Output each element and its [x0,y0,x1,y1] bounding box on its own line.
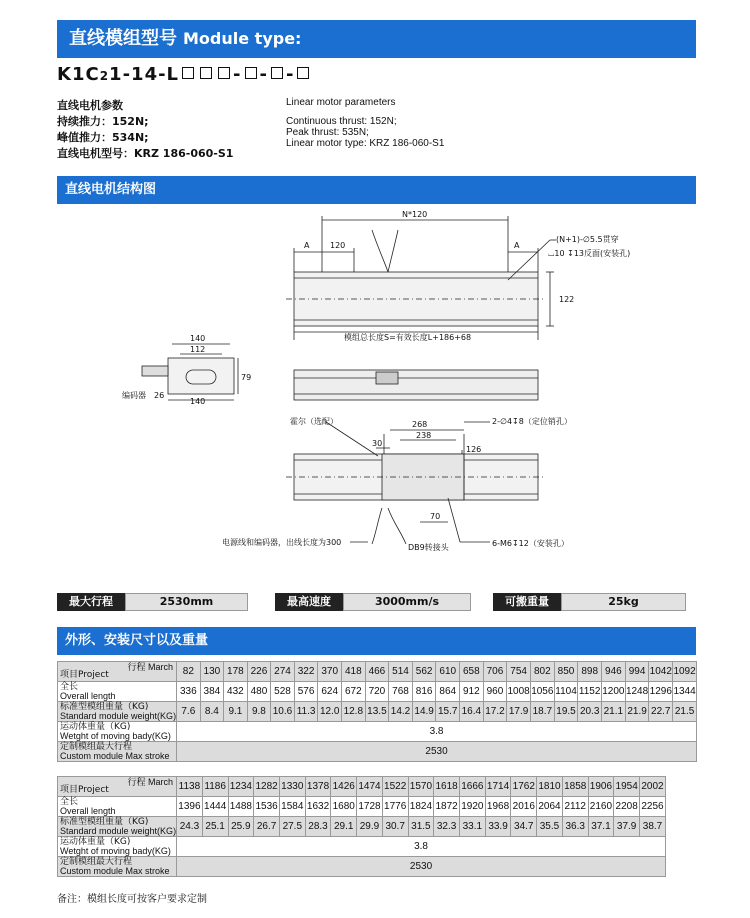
row-label-en: Custom module Max stroke [60,865,170,876]
lengths-cell: 1536 [254,797,280,817]
params-cont-cn: 持续推力：152N; [57,115,149,128]
stroke-cell: 178 [224,662,248,682]
stroke-cell: 946 [602,662,626,682]
lengths-cell: 1824 [408,797,434,817]
weights-cell: 34.7 [511,817,537,837]
moving-row [58,722,697,742]
lengths-cell: 672 [342,682,366,702]
row-label [58,682,177,702]
weights-cell: 7.6 [177,702,201,722]
length-note: 模组总长度S=有效长度L+186+68 [344,333,472,342]
lengths-row [58,797,666,817]
spec-label: 可搬重量 [493,593,561,611]
stroke-cell: 1138 [177,777,203,797]
stroke-cell: 1762 [511,777,537,797]
row-label-en: Standard module weight(KG) [60,825,177,836]
weights-cell: 8.4 [200,702,224,722]
weights-row [58,702,697,722]
weights-cell: 12.0 [318,702,342,722]
dimensions-table-2 [57,776,666,877]
weights-cell: 15.7 [436,702,460,722]
weights-cell: 33.9 [485,817,511,837]
placeholder-box [200,67,212,79]
weights-cell: 37.1 [588,817,614,837]
model-sub: 2 [99,69,110,83]
stroke-cell: 706 [483,662,507,682]
footnote: 备注：模组长度可按客户要求定制 [57,894,207,905]
weights-cell: 24.3 [177,817,203,837]
stroke-cell: 226 [247,662,271,682]
lengths-cell: 768 [389,682,413,702]
header-title-cn: 直线模组型号 [69,28,177,49]
stroke-cell: 82 [177,662,201,682]
stroke-cell: 1858 [562,777,588,797]
lengths-cell: 1728 [357,797,383,817]
weights-cell: 12.8 [342,702,366,722]
lengths-cell: 1488 [228,797,254,817]
dimensions-header [57,627,696,655]
weights-cell: 30.7 [382,817,408,837]
model-prefix: K1C [57,64,100,85]
lengths-cell: 480 [247,682,271,702]
params-type-en: Linear motor type: KRZ 186-060-S1 [286,138,445,149]
lengths-cell: 1344 [673,682,697,702]
weights-cell: 27.5 [279,817,305,837]
row-label-cn: 运动体重量（KG) [60,721,131,732]
row-label [58,837,177,857]
project-header: 项目Project [60,785,109,795]
lengths-cell: 1968 [485,797,511,817]
stroke-cell: 610 [436,662,460,682]
spec-value: 2530mm [125,593,248,611]
weights-cell: 9.1 [224,702,248,722]
weights-cell: 21.1 [602,702,626,722]
row-label-en: Overall length [60,805,116,816]
dim-112: 112 [190,345,206,354]
lengths-cell: 816 [412,682,436,702]
header-cell [58,777,177,797]
weights-cell: 37.9 [614,817,640,837]
weights-cell: 20.3 [578,702,602,722]
lengths-cell: 1632 [305,797,331,817]
stroke-cell: 1618 [434,777,460,797]
stroke-cell: 1330 [279,777,305,797]
weights-cell: 21.5 [673,702,697,722]
header-cell [58,662,177,682]
spec-max-speed [275,593,471,611]
lengths-cell: 2112 [562,797,588,817]
row-label-cn: 标准型模组重量（KG) [60,701,149,712]
dim-a-left: A [304,241,310,250]
weights-cell: 13.5 [365,702,389,722]
lengths-cell: 2208 [614,797,640,817]
max-row [58,857,666,877]
lengths-cell: 336 [177,682,201,702]
model-dash: - [233,64,242,85]
row-label-en: Custom module Max stroke [60,750,170,761]
lengths-cell: 1444 [202,797,228,817]
row-label [58,817,177,837]
lengths-cell: 2160 [588,797,614,817]
model-dash: - [286,64,295,85]
weights-cell: 14.2 [389,702,413,722]
stroke-cell: 1714 [485,777,511,797]
motor-params-en [286,97,444,149]
stroke-cell: 1522 [382,777,408,797]
lengths-cell: 2016 [511,797,537,817]
dim-238: 238 [416,431,432,440]
row-label-cn: 定制模组最大行程 [60,856,133,867]
stroke-cell: 1954 [614,777,640,797]
row-label [58,722,177,742]
row-label [58,857,177,877]
row-label-cn: 运动体重量（KG) [60,836,131,847]
lengths-cell: 1296 [649,682,673,702]
stroke-cell: 658 [460,662,484,682]
lengths-cell: 720 [365,682,389,702]
dim-30: 30 [372,439,383,448]
placeholder-box [182,67,194,79]
placeholder-box [271,67,283,79]
motor-params-cn [57,98,233,162]
weights-cell: 18.7 [530,702,554,722]
stroke-cell: 418 [342,662,366,682]
weights-cell: 31.5 [408,817,434,837]
dim-122: 122 [559,295,575,304]
pins-note: 2-∅4↧8（定位销孔） [492,417,572,426]
stroke-cell: 1474 [357,777,383,797]
dim-140-bottom: 140 [190,397,206,406]
model-suffix: 1-14-L [109,64,180,85]
lengths-row [58,682,697,702]
moving-row [58,837,666,857]
stroke-cell: 274 [271,662,295,682]
lengths-cell: 1056 [530,682,554,702]
max-value: 2530 [177,742,697,762]
motor-structure-drawing [110,208,631,568]
weights-cell: 38.7 [640,817,666,837]
weights-cell: 29.1 [331,817,357,837]
dim-140-top: 140 [190,334,206,343]
stroke-cell: 802 [530,662,554,682]
stroke-cell: 850 [554,662,578,682]
weights-cell: 28.3 [305,817,331,837]
lengths-cell: 1872 [434,797,460,817]
holes-note-2: ⌴10 ↧13反面(安装孔) [548,249,631,258]
dimensions-table-1 [57,661,697,762]
stroke-cell: 898 [578,662,602,682]
params-peak-cn: 峰值推力：534N; [57,131,149,144]
lengths-cell: 576 [294,682,318,702]
lengths-cell: 1396 [177,797,203,817]
stroke-cell: 754 [507,662,531,682]
stroke-cell: 370 [318,662,342,682]
stroke-row [58,777,666,797]
cable-note: 电源线和编码器，出线长度为300 [222,538,342,547]
lengths-cell: 1776 [382,797,408,817]
project-header: 项目Project [60,670,109,680]
lengths-cell: 1680 [331,797,357,817]
lengths-cell: 528 [271,682,295,702]
stroke-cell: 1092 [673,662,697,682]
row-label [58,702,177,722]
stroke-cell: 1186 [202,777,228,797]
stroke-cell: 1426 [331,777,357,797]
m6-note: 6-M6↧12（安装孔） [492,539,569,548]
stroke-cell: 1042 [649,662,673,682]
stroke-cell: 1666 [459,777,485,797]
lengths-cell: 1152 [578,682,602,702]
weights-row [58,817,666,837]
lengths-cell: 2064 [537,797,563,817]
weights-cell: 32.3 [434,817,460,837]
params-type-cn: 直线电机型号：KRZ 186-060-S1 [57,147,234,160]
weights-cell: 19.5 [554,702,578,722]
stroke-cell: 994 [625,662,649,682]
moving-value: 3.8 [177,837,666,857]
row-label [58,742,177,762]
weights-cell: 9.8 [247,702,271,722]
lengths-cell: 1200 [602,682,626,702]
params-peak-en: Peak thrust: 535N; [286,127,369,138]
lengths-cell: 1248 [625,682,649,702]
weights-cell: 17.2 [483,702,507,722]
params-title-en: Linear motor parameters [286,97,396,108]
stroke-row [58,662,697,682]
weights-cell: 25.1 [202,817,228,837]
weights-cell: 33.1 [459,817,485,837]
placeholder-box [218,67,230,79]
weights-cell: 17.9 [507,702,531,722]
db9-label: DB9转接头 [408,543,449,552]
spec-label: 最高速度 [275,593,343,611]
lengths-cell: 912 [460,682,484,702]
row-label-cn: 全长 [60,796,79,807]
weights-cell: 21.9 [625,702,649,722]
row-label-en: Overall length [60,690,116,701]
params-title-cn: 直线电机参数 [57,99,123,112]
structure-header [57,176,696,204]
stroke-cell: 2002 [640,777,666,797]
row-label-en: Wetght of moving bady(KG) [60,845,171,856]
max-value: 2530 [177,857,666,877]
lengths-cell: 2256 [640,797,666,817]
stroke-cell: 1906 [588,777,614,797]
stroke-header: 行程 March [127,777,174,787]
weights-cell: 11.3 [294,702,318,722]
module-type-header [57,20,696,58]
dim-126: 126 [466,445,482,454]
dim-70: 70 [430,512,441,521]
stroke-cell: 1234 [228,777,254,797]
lengths-cell: 1104 [554,682,578,702]
weights-cell: 10.6 [271,702,295,722]
stroke-cell: 322 [294,662,318,682]
spec-value: 3000mm/s [343,593,471,611]
weights-cell: 36.3 [562,817,588,837]
lengths-cell: 864 [436,682,460,702]
weights-cell: 22.7 [649,702,673,722]
stroke-cell: 1810 [537,777,563,797]
stroke-cell: 514 [389,662,413,682]
row-label-en: Wetght of moving bady(KG) [60,730,171,741]
row-label-cn: 全长 [60,681,79,692]
moving-value: 3.8 [177,722,697,742]
params-cont-en: Continuous thrust: 152N; [286,116,397,127]
dim-n120: N*120 [402,210,428,219]
stroke-cell: 1282 [254,777,280,797]
stroke-header: 行程 March [127,662,174,672]
lengths-cell: 1008 [507,682,531,702]
lengths-cell: 1920 [459,797,485,817]
weights-cell: 16.4 [460,702,484,722]
lengths-cell: 432 [224,682,248,702]
weights-cell: 25.9 [228,817,254,837]
header-title-en: Module type: [183,29,302,48]
lengths-cell: 384 [200,682,224,702]
spec-payload [493,593,686,611]
holes-note: (N+1)-∅5.5贯穿 [556,235,619,244]
stroke-cell: 562 [412,662,436,682]
weights-cell: 35.5 [537,817,563,837]
lengths-cell: 1584 [279,797,305,817]
model-code [57,64,312,85]
stroke-cell: 130 [200,662,224,682]
hall-label: 霍尔（选配） [290,417,338,426]
stroke-cell: 1378 [305,777,331,797]
stroke-cell: 1570 [408,777,434,797]
placeholder-box [245,67,257,79]
max-row [58,742,697,762]
dimensions-title: 外形、安装尺寸以及重量 [65,633,209,648]
dim-120: 120 [330,241,346,250]
spec-value: 25kg [561,593,686,611]
lengths-cell: 960 [483,682,507,702]
weights-cell: 26.7 [254,817,280,837]
dim-79: 79 [241,373,252,382]
model-dash: - [259,64,268,85]
weights-cell: 29.9 [357,817,383,837]
lengths-cell: 624 [318,682,342,702]
dim-a-right: A [514,241,520,250]
row-label [58,797,177,817]
encoder-label: 编码器 [122,391,146,400]
row-label-cn: 定制模组最大行程 [60,741,133,752]
spec-label: 最大行程 [57,593,125,611]
dim-26: 26 [154,391,165,400]
row-label-cn: 标准型模组重量（KG) [60,816,149,827]
weights-cell: 14.9 [412,702,436,722]
spec-max-stroke [57,593,248,611]
structure-title: 直线电机结构图 [65,182,157,197]
stroke-cell: 466 [365,662,389,682]
dim-268: 268 [412,420,428,429]
row-label-en: Standard module weight(KG) [60,710,177,721]
placeholder-box [297,67,309,79]
